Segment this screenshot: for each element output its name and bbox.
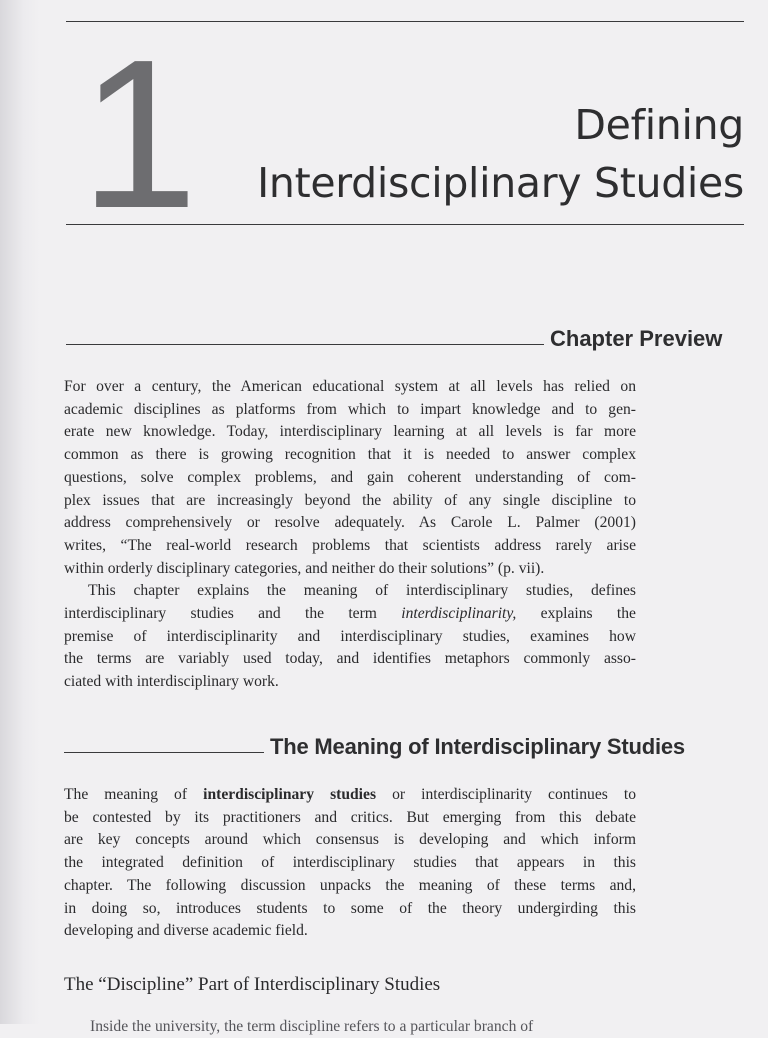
heading-lead-rule (66, 344, 544, 345)
chapter-preview-text (64, 376, 636, 694)
text-line: academic disciplines as platforms from which to impart knowledge and to gen- (64, 400, 636, 418)
chapter-title (257, 96, 744, 212)
text-line: the integrated definition of interdisciplinary studies that appears in this (64, 854, 636, 872)
text-line: ciated with interdisciplinary work. (64, 673, 279, 691)
text-line (64, 603, 636, 626)
text-fragment: explains the (516, 605, 636, 623)
meaning-section-text (64, 784, 636, 943)
chapter-title-line-1: Defining (574, 101, 744, 149)
text-line: For over a century, the American educational system at all levels has relied on (64, 378, 636, 395)
text-fragment: interdisciplinary studies and the term (64, 605, 402, 623)
text-line: chapter. The following discussion unpacks the meaning of these terms and, (64, 876, 636, 894)
text-line: plex issues that are increasingly beyond the ability of any single discipline to (64, 491, 636, 509)
cutoff-text-line: Inside the university, the term discipline refers to a particular branch of (90, 1018, 534, 1035)
italic-term: interdisciplinarity, (401, 605, 517, 623)
text-line: premise of interdisciplinarity and interdisciplinary studies, examines how (64, 627, 636, 645)
header-bottom-rule (66, 224, 744, 225)
text-line (64, 784, 636, 807)
chapter-title-line-2: Interdisciplinary Studies (257, 159, 744, 207)
page-edge-shadow (0, 0, 40, 1024)
meaning-section-heading-text: The Meaning of Interdisciplinary Studies (270, 734, 685, 759)
text-fragment: or interdisciplinarity continues to (376, 786, 637, 803)
bold-term: interdisciplinary studies (203, 786, 377, 803)
text-line: developing and diverse academic field. (64, 922, 308, 940)
text-line: erate new knowledge. Today, interdisciplinary learning at all levels is far more (64, 423, 636, 441)
text-line: the terms are variably used today, and identifies metaphors commonly asso- (64, 650, 636, 668)
text-line: in doing so, introduces students to some of the theory undergirding this (64, 899, 636, 917)
text-line: common as there is growing recognition that it is needed to answer complex (64, 446, 636, 464)
chapter-number: 1 (80, 15, 194, 252)
text-line: questions, solve complex problems, and gain coherent understanding of com- (64, 468, 636, 486)
meaning-section-heading (64, 734, 685, 760)
discipline-subheading: The “Discipline” Part of Interdisciplinary Studies (64, 974, 441, 995)
heading-lead-rule (64, 752, 264, 753)
text-line: be contested by its practitioners and critics. But emerging from this debate (64, 808, 636, 826)
text-line: This chapter explains the meaning of interdisciplinary studies, defines (88, 582, 636, 600)
chapter-preview-heading-text: Chapter Preview (550, 326, 723, 351)
chapter-preview-heading (66, 326, 722, 352)
text-line: within orderly disciplinary categories, and neither do their solutions” (p. vii). (64, 559, 545, 577)
text-line: are key concepts around which consensus is developing and which inform (64, 831, 636, 849)
text-line: address comprehensively or resolve adequately. As Carole L. Palmer (2001) (64, 514, 636, 532)
text-fragment: The meaning of (64, 786, 204, 803)
text-line: writes, “The real-world research problems that scientists address rarely arise (64, 536, 636, 554)
